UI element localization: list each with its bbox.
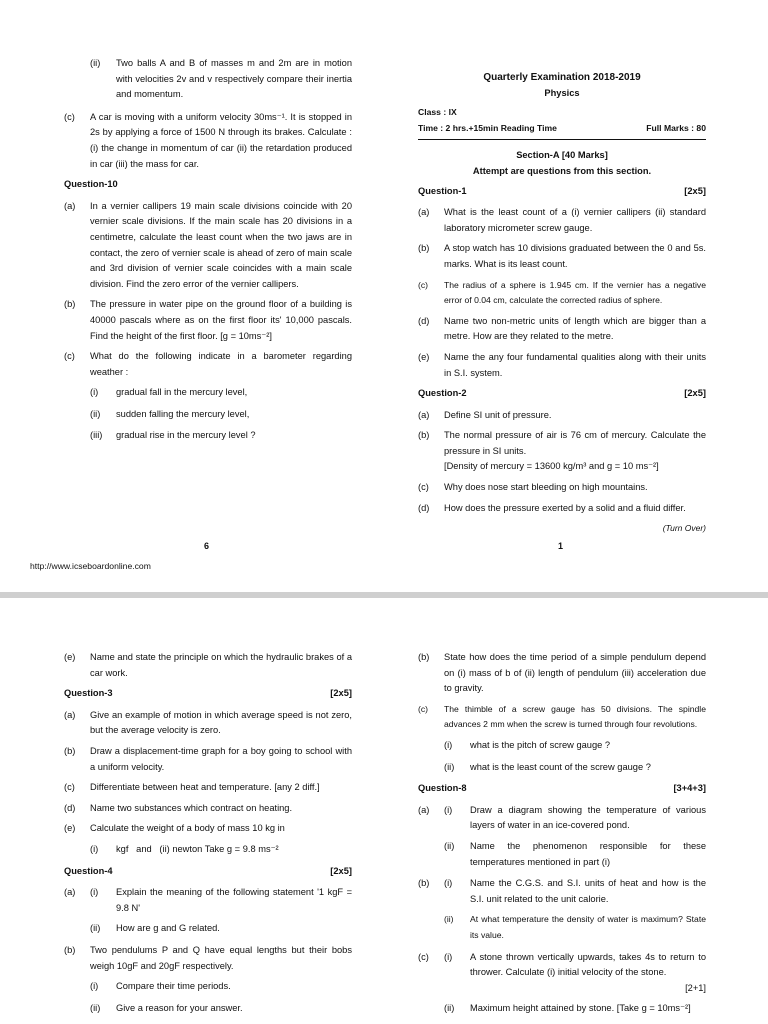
question-4-b-ii: (ii) Give a reason for your answer. — [90, 1002, 243, 1013]
section-a-title: Section-A [40 Marks] — [516, 150, 608, 161]
question-3-c: (c) Differentiate between heat and temperature. [any 2 diff.] — [64, 782, 320, 793]
question-10-c-i: (i) gradual fall in the mercury level, — [90, 387, 248, 398]
question-3-a: (a) Give an example of motion in which average speed is not zero, but the average velocity is zero. — [64, 709, 352, 736]
question-3-e-sub: (i) kgf and (ii) newton Take g = 9.8 ms⁻² — [90, 843, 279, 854]
question-8-b-i: (b) (i) Name the C.G.S. and S.I. units of heat and how is the S.I. unit related to the unit calorie. — [418, 878, 706, 904]
question-2-b: (b) The normal pressure of air is 76 cm of mercury. Calculate the pressure in SI units. — [418, 430, 706, 456]
time-marks-line: Time : 2 hrs.+15min Reading Time Full Marks : 80 — [418, 121, 706, 141]
question-3-e: (e) Calculate the weight of a body of mass 10 kg in — [64, 823, 285, 834]
question-8-c-i: (c) (i) A stone thrown vertically upwards, takes 4s to return to thrower. Calculate (i) initial velocity of the stone. — [418, 951, 706, 978]
question-10-a: (a) In a vernier callipers 19 main scale divisions coincide with 20 vernier scale divisions. If the main scale has 20 divisions in a centimetre, calculate the least count when the two jaws are in contact, the zero of vernier scale is ahead of zero of main scale and 3rd division of vernier scale coincides with a main scale division. Find the zero error of the vernier callipers. — [64, 200, 352, 289]
question-4-a-i: (a) (i) Explain the meaning of the following statement '1 kgF = 9.8 N' — [64, 887, 352, 913]
exam-title: Quarterly Examination 2018-2019 — [483, 72, 641, 83]
question-4-b: (b) Two pendulums P and Q have equal lengths but their bobs weigh 10gF and 20gF respectively. — [64, 944, 352, 971]
question-9-c: (c) A car is moving with a uniform velocity 30ms⁻¹. It is stopped in 2s by applying a force of 1500 N through its brakes. Calculate : (i) the change in momentum of car (ii) the retardation produced in car (iii) the mass for car. — [64, 111, 352, 169]
question-3-d: (d) Name two substances which contract on heating. — [64, 802, 293, 813]
question-10-b: (b) The pressure in water pipe on the ground floor of a building is 40000 pascals where as on the first floor its' 10,000 pascals. Find the height of the first floor. [g = 10ms⁻²] — [64, 299, 352, 341]
question-8-a-i: (a) (i) Draw a diagram showing the temperature of various layers of water in an ice-covered pond. — [418, 804, 706, 831]
question-8-c-marks: [2+1] — [685, 982, 706, 993]
question-8-c-ii: (ii) Maximum height attained by stone. [Take g = 10ms⁻²] — [444, 1003, 691, 1014]
question-3-b: (b) Draw a displacement-time graph for a boy going to school with a uniform velocity. — [64, 745, 352, 772]
turn-over-note: (Turn Over) — [662, 523, 706, 534]
question-2-heading: Question-2 [2x5] — [418, 388, 706, 399]
question-10-c-ii: (ii) sudden falling the mercury level, — [90, 408, 250, 419]
question-3-heading: Question-3 [2x5] — [64, 688, 352, 699]
question-1-heading: Question-1 [2x5] — [418, 185, 706, 196]
source-url[interactable]: http://www.icseboardonline.com — [30, 561, 151, 571]
class-line: Class : IX — [418, 107, 457, 118]
page-1-column — [418, 70, 706, 537]
page-6-column — [64, 56, 352, 450]
question-7-b: (b) State how does the time period of a simple pendulum depend on (i) mass of b of (ii) length of pendulum (iii) acceleration due to gravity. — [418, 652, 706, 694]
page-number-6: 6 — [204, 541, 210, 551]
question-7-c-i: (i) what is the pitch of screw gauge ? — [444, 739, 611, 750]
question-7-c: (c) The thimble of a screw gauge has 50 divisions. The spindle advances 2 mm when the screw is turned through four revolutions. — [418, 703, 706, 730]
question-10-c-iii: (iii) gradual rise in the mercury level ? — [90, 430, 256, 441]
question-1-b: (b) A stop watch has 10 divisions graduated between the 0 and 5s. marks. What is its least count. — [418, 243, 706, 269]
page-2-column — [64, 650, 352, 1022]
question-4-heading: Question-4 [2x5] — [64, 865, 352, 876]
question-1-e: (e) Name the any four fundamental qualities along with their units in S.I. system. — [418, 351, 706, 378]
page-number-1: 1 — [558, 541, 564, 551]
section-a-instructions: Attempt are questions from this section. — [472, 165, 652, 176]
question-1-c: (c) The radius of a sphere is 1.945 cm. If the vernier has a negative error of 0.04 cm, calculate the corrected radius of sphere. — [418, 279, 706, 306]
question-2-c: (c) Why does nose start bleeding on high mountains. — [418, 482, 648, 493]
question-7-c-ii: (ii) what is the least count of the screw gauge ? — [444, 761, 651, 772]
question-4-a-ii: (ii) How are g and G related. — [90, 923, 220, 934]
question-8-a-ii: (ii) Name the phenomenon responsible for these temperatures mentioned in part (i) — [444, 840, 706, 867]
exam-page-bottom — [0, 598, 768, 1024]
question-2-e: (e) Name and state the principle on which the hydraulic brakes of a car work. — [64, 652, 352, 678]
question-2-b-note: [Density of mercury = 13600 kg/m³ and g = 10 ms⁻²] — [444, 461, 659, 472]
question-8-heading: Question-8 [3+4+3] — [418, 783, 706, 794]
exam-subject: Physics — [544, 87, 580, 98]
question-4-b-i: (i) Compare their time periods. — [90, 981, 231, 992]
question-9-b-ii: (ii) Two balls A and B of masses m and 2m are in motion with velocities 2v and v respectively compare their inertia and momentum. — [90, 58, 352, 100]
question-10-heading: Question-10 — [64, 179, 118, 190]
question-8-b-ii: (ii) At what temperature the density of water is maximum? State its value. — [444, 914, 706, 940]
question-2-a: (a) Define SI unit of pressure. — [418, 409, 552, 420]
question-1-d: (d) Name two non-metric units of length which are bigger than a metre. How are they related to the metre. — [418, 315, 706, 342]
question-2-d: (d) How does the pressure exerted by a solid and a fluid differ. — [418, 502, 686, 513]
question-10-c: (c) What do the following indicate in a barometer regarding weather : — [64, 351, 352, 377]
page-7-column — [418, 650, 706, 1023]
question-1-a: (a) What is the least count of a (i) vernier callipers (ii) standard laboratory micrometer screw gauge. — [418, 207, 706, 233]
